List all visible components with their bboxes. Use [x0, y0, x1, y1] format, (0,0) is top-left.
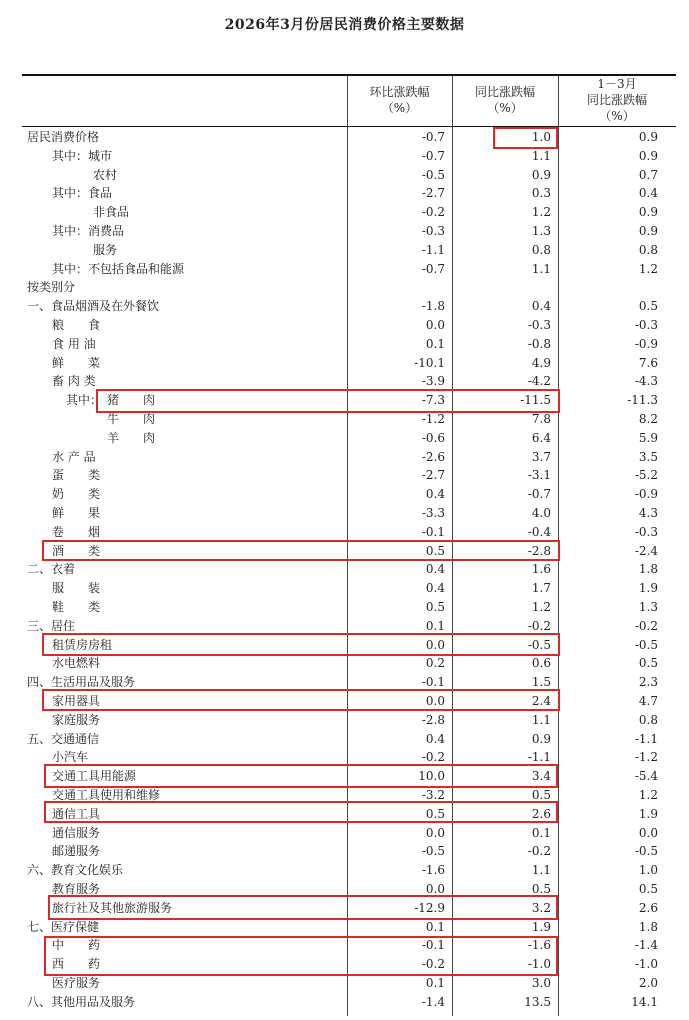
highlight-box	[42, 689, 560, 711]
header-ytd-unit: （%）	[599, 109, 635, 123]
row-label: 租赁房房租	[52, 637, 113, 652]
header-ytd	[558, 76, 676, 124]
cell-ytd: 1.9	[638, 581, 658, 596]
cell-yoy: -0.3	[527, 318, 551, 332]
cell-mom: -0.2	[421, 957, 445, 972]
cell-mom: 0.1	[425, 976, 445, 990]
cell-mom: 0.0	[425, 318, 445, 332]
cell-yoy: 3.0	[531, 976, 551, 990]
table-row	[0, 842, 689, 861]
cell-ytd: 4.3	[638, 506, 658, 520]
cell-ytd: 3.5	[638, 449, 658, 464]
table-row	[0, 523, 689, 542]
cell-ytd: 8.2	[638, 412, 658, 426]
row-label: 农村	[93, 167, 118, 182]
row-label: 四、生活用品及服务	[27, 675, 136, 690]
table-row	[0, 316, 689, 335]
row-label: 其中：消费品	[52, 224, 125, 238]
cell-yoy: 2.6	[531, 806, 551, 821]
cell-yoy: 1.9	[531, 919, 551, 934]
cell-ytd: 0.9	[638, 224, 658, 238]
row-label: 酒 类	[52, 543, 101, 558]
table-row	[0, 203, 689, 222]
cell-ytd: 1.8	[638, 562, 658, 577]
cell-yoy: 2.4	[531, 694, 551, 708]
highlight-box	[44, 936, 558, 976]
row-label: 医疗服务	[52, 976, 101, 990]
cell-mom: -0.3	[421, 224, 445, 238]
cell-ytd: -2.4	[634, 543, 658, 558]
table-row	[0, 711, 689, 730]
table-row	[0, 861, 689, 880]
table-row	[0, 918, 689, 937]
table-row	[0, 278, 689, 297]
row-label: 通信服务	[52, 825, 101, 840]
table-header-rule	[22, 126, 676, 127]
row-label: 水电燃料	[52, 656, 101, 671]
row-label: 鲜 菜	[52, 355, 101, 370]
cell-mom: -1.6	[421, 863, 445, 878]
cell-yoy: -1.0	[527, 957, 551, 972]
cell-ytd: 0.4	[638, 186, 658, 201]
row-label: 家庭服务	[52, 712, 101, 727]
table-row	[0, 184, 689, 203]
cell-mom: -10.1	[414, 355, 445, 370]
table-row	[0, 429, 689, 448]
row-label: 一、食品烟酒及在外餐饮	[27, 299, 160, 314]
cell-yoy: 1.1	[531, 863, 551, 878]
cell-yoy: 1.1	[531, 261, 551, 276]
cell-mom: -0.7	[421, 148, 445, 163]
cell-ytd: -5.2	[634, 468, 658, 483]
row-label: 教育服务	[52, 882, 101, 896]
header-yoy-label: 同比涨跌幅	[474, 85, 535, 99]
cell-mom: 0.4	[425, 731, 445, 746]
cell-yoy: 0.3	[531, 186, 551, 201]
cell-mom: 0.0	[425, 637, 445, 652]
row-label: 卷 烟	[52, 524, 101, 539]
row-label: 七、医疗保健	[27, 919, 100, 934]
cell-yoy: 1.2	[531, 600, 551, 614]
row-label: 交通工具使用和维修	[52, 788, 161, 802]
watermark	[615, 988, 681, 1002]
cell-mom: 0.4	[425, 562, 445, 577]
cell-yoy: 1.0	[531, 130, 551, 144]
cell-yoy: -0.2	[527, 844, 551, 859]
cell-mom: -0.5	[421, 844, 445, 859]
cell-mom: -1.2	[421, 412, 445, 426]
cell-mom: 0.4	[425, 487, 445, 502]
cell-mom: 10.0	[418, 769, 445, 784]
table-row	[0, 128, 689, 147]
cell-ytd: 0.9	[638, 205, 658, 220]
cell-yoy: 0.5	[531, 788, 551, 802]
row-sublabel: 猪 肉	[107, 393, 156, 408]
header-ytd-period: 1－3月	[597, 77, 637, 91]
header-yoy	[452, 84, 558, 116]
row-label: 其中：	[66, 393, 103, 408]
cell-ytd: 0.0	[638, 825, 658, 840]
cell-ytd: -0.2	[634, 618, 658, 633]
highlight-box	[42, 633, 560, 656]
row-label: 其中：食品	[52, 186, 113, 201]
table-row	[0, 485, 689, 504]
cell-yoy: 0.5	[531, 882, 551, 896]
cell-yoy: 1.2	[531, 205, 551, 220]
table-row	[0, 824, 689, 843]
cell-ytd: 1.0	[638, 863, 658, 878]
row-label: 蛋 类	[52, 468, 101, 483]
table-row	[0, 147, 689, 166]
cell-ytd: -0.3	[634, 318, 658, 332]
row-label: 服务	[93, 242, 118, 257]
header-mom	[347, 84, 452, 116]
cell-ytd: -1.4	[634, 938, 658, 953]
cell-ytd: 0.8	[638, 712, 658, 727]
highlight-box	[44, 764, 558, 788]
cell-ytd: 14.1	[631, 994, 658, 1009]
cell-mom: 0.0	[425, 694, 445, 708]
cell-mom: -7.3	[421, 393, 445, 408]
cell-mom: -0.6	[421, 430, 445, 445]
cell-ytd: 1.9	[638, 806, 658, 821]
row-label: 家用器具	[52, 694, 101, 708]
cell-yoy: -1.6	[527, 938, 551, 953]
cell-ytd: 0.8	[638, 242, 658, 257]
table-row	[0, 241, 689, 260]
row-label: 粮 食	[52, 318, 101, 332]
table-row	[0, 974, 689, 993]
table-row	[0, 222, 689, 241]
row-label: 畜 肉 类	[52, 374, 96, 389]
cell-ytd: 0.7	[638, 167, 658, 182]
cell-ytd: -0.5	[634, 637, 658, 652]
cell-mom: -3.9	[421, 374, 445, 389]
cell-yoy: 4.0	[531, 506, 551, 520]
row-label: 六、教育文化娱乐	[27, 863, 124, 878]
cell-mom: 0.5	[425, 543, 445, 558]
row-label: 服 装	[52, 581, 101, 596]
cell-yoy: 0.8	[531, 242, 551, 257]
cell-ytd: 0.5	[638, 882, 658, 896]
row-label: 西 药	[52, 957, 101, 972]
highlight-box	[48, 895, 558, 920]
cell-yoy: -0.4	[527, 524, 551, 539]
header-yoy-unit: （%）	[487, 101, 523, 115]
cell-yoy: 0.6	[531, 656, 551, 671]
cell-yoy: 0.9	[531, 731, 551, 746]
row-label: 三、居住	[27, 618, 76, 633]
cell-yoy: 1.5	[531, 675, 551, 690]
table-row	[0, 993, 689, 1012]
cell-mom: -0.7	[421, 130, 445, 144]
cell-ytd: 1.2	[638, 261, 658, 276]
row-label: 五、交通通信	[27, 731, 100, 746]
highlight-box	[493, 127, 558, 149]
cell-ytd: -0.5	[634, 844, 658, 859]
row-label: 奶 类	[52, 487, 101, 502]
table-row	[0, 598, 689, 617]
cell-ytd: -1.2	[634, 750, 658, 765]
cell-mom: -1.1	[421, 242, 445, 257]
highlight-box	[42, 540, 560, 561]
cell-yoy: 1.3	[531, 224, 551, 238]
cell-ytd: 0.9	[638, 148, 658, 163]
cell-ytd: 2.3	[638, 675, 658, 690]
cell-mom: 0.1	[425, 919, 445, 934]
table-row	[0, 335, 689, 354]
cell-yoy: 0.4	[531, 299, 551, 314]
cell-mom: 0.4	[425, 581, 445, 596]
cell-yoy: 7.8	[531, 412, 551, 426]
cell-mom: 0.2	[425, 656, 445, 671]
cell-ytd: -1.0	[634, 957, 658, 972]
cell-mom: -0.7	[421, 261, 445, 276]
cell-yoy: -0.2	[527, 618, 551, 633]
cell-yoy: 3.4	[531, 769, 551, 784]
row-label: 羊 肉	[107, 430, 156, 445]
cell-ytd: 2.0	[638, 976, 658, 990]
cell-ytd: -4.3	[634, 374, 658, 389]
cell-yoy: 13.5	[524, 994, 551, 1009]
table-row	[0, 560, 689, 579]
cell-mom: 0.5	[425, 600, 445, 614]
row-label: 中 药	[52, 938, 101, 953]
cell-mom: -0.1	[421, 524, 445, 539]
row-label: 其中：城市	[52, 148, 113, 163]
row-label: 邮递服务	[52, 844, 101, 859]
cell-ytd: -0.9	[634, 336, 658, 351]
cell-ytd: -0.9	[634, 487, 658, 502]
cell-yoy: -11.5	[520, 393, 551, 408]
cell-yoy: -4.2	[527, 374, 551, 389]
cell-mom: -0.5	[421, 167, 445, 182]
row-label: 非食品	[93, 205, 130, 220]
cell-mom: -1.8	[421, 299, 445, 314]
cell-mom: -12.9	[414, 900, 445, 915]
cell-yoy: 1.1	[531, 712, 551, 727]
table-row	[0, 448, 689, 467]
row-label: 八、其他用品及服务	[27, 994, 136, 1009]
cell-ytd: 2.6	[638, 900, 658, 915]
cell-mom: -2.7	[421, 186, 445, 201]
header-mom-label: 环比涨跌幅	[369, 85, 430, 99]
cell-ytd: -0.3	[634, 524, 658, 539]
cell-mom: -0.2	[421, 205, 445, 220]
cell-yoy: -0.8	[527, 336, 551, 351]
cell-yoy: -2.8	[527, 543, 551, 558]
row-label: 二、衣着	[27, 562, 76, 577]
table-row	[0, 297, 689, 316]
row-label: 其中：不包括食品和能源	[52, 261, 185, 276]
cell-ytd: 5.9	[638, 430, 658, 445]
cell-yoy: -3.1	[527, 468, 551, 483]
cell-ytd: 4.7	[638, 694, 658, 708]
cell-ytd: 1.8	[638, 919, 658, 934]
table-row	[0, 166, 689, 185]
cell-yoy: -0.7	[527, 487, 551, 502]
table-row	[0, 730, 689, 749]
table-row	[0, 466, 689, 485]
cell-ytd: -1.1	[634, 731, 658, 746]
cell-ytd: 0.5	[638, 656, 658, 671]
cell-ytd: 0.5	[638, 299, 658, 314]
header-ytd-label: 同比涨跌幅	[586, 93, 647, 107]
cell-yoy: 0.1	[531, 825, 551, 840]
table-row	[0, 504, 689, 523]
cell-mom: 0.1	[425, 618, 445, 633]
row-label: 食 用 油	[52, 336, 96, 351]
cell-yoy: 3.7	[531, 449, 551, 464]
cell-mom: -0.1	[421, 675, 445, 690]
cell-ytd: -5.4	[634, 769, 658, 784]
row-label: 按类别分	[27, 280, 76, 295]
cell-mom: -2.7	[421, 468, 445, 483]
row-label: 牛 肉	[107, 412, 156, 426]
cell-ytd: -11.3	[627, 393, 658, 408]
cell-yoy: 3.2	[531, 900, 551, 915]
table-row	[0, 579, 689, 598]
cell-ytd: 1.2	[638, 788, 658, 802]
highlight-box	[96, 389, 560, 413]
cell-yoy: 0.9	[531, 167, 551, 182]
header-mom-unit: （%）	[381, 101, 418, 115]
cell-mom: 0.0	[425, 825, 445, 840]
cell-mom: -3.3	[421, 506, 445, 520]
table-row	[0, 654, 689, 673]
row-label: 水 产 品	[52, 449, 96, 464]
cell-yoy: -1.1	[527, 750, 551, 765]
cell-ytd: 0.9	[638, 130, 658, 144]
cell-mom: -0.2	[421, 750, 445, 765]
cell-yoy: -0.5	[527, 637, 551, 652]
row-label: 交通工具用能源	[52, 769, 137, 784]
row-label: 旅行社及其他旅游服务	[52, 900, 173, 915]
row-label: 通信工具	[52, 806, 101, 821]
cell-mom: -0.1	[421, 938, 445, 953]
table-row	[0, 260, 689, 279]
cell-yoy: 1.1	[531, 148, 551, 163]
cell-mom: -2.6	[421, 449, 445, 464]
cell-yoy: 1.7	[531, 581, 551, 596]
cell-ytd: 7.6	[638, 355, 658, 370]
page-title: 2026年3月份居民消费价格主要数据	[224, 17, 465, 33]
highlight-box	[44, 801, 558, 823]
cell-mom: -3.2	[421, 788, 445, 802]
cell-mom: 0.5	[425, 806, 445, 821]
cell-ytd: 1.3	[638, 600, 658, 614]
cell-mom: -2.8	[421, 712, 445, 727]
cell-mom: 0.0	[425, 882, 445, 896]
row-label: 鲜 果	[52, 506, 101, 520]
row-label: 居民消费价格	[27, 130, 100, 144]
cell-yoy: 4.9	[531, 355, 551, 370]
cell-mom: 0.1	[425, 336, 445, 351]
cell-yoy: 1.6	[531, 562, 551, 577]
table-row	[0, 354, 689, 373]
cell-mom: -1.4	[421, 994, 445, 1009]
cell-yoy: 6.4	[531, 430, 551, 445]
row-label: 鞋 类	[52, 600, 101, 614]
row-label: 小汽车	[52, 750, 89, 765]
